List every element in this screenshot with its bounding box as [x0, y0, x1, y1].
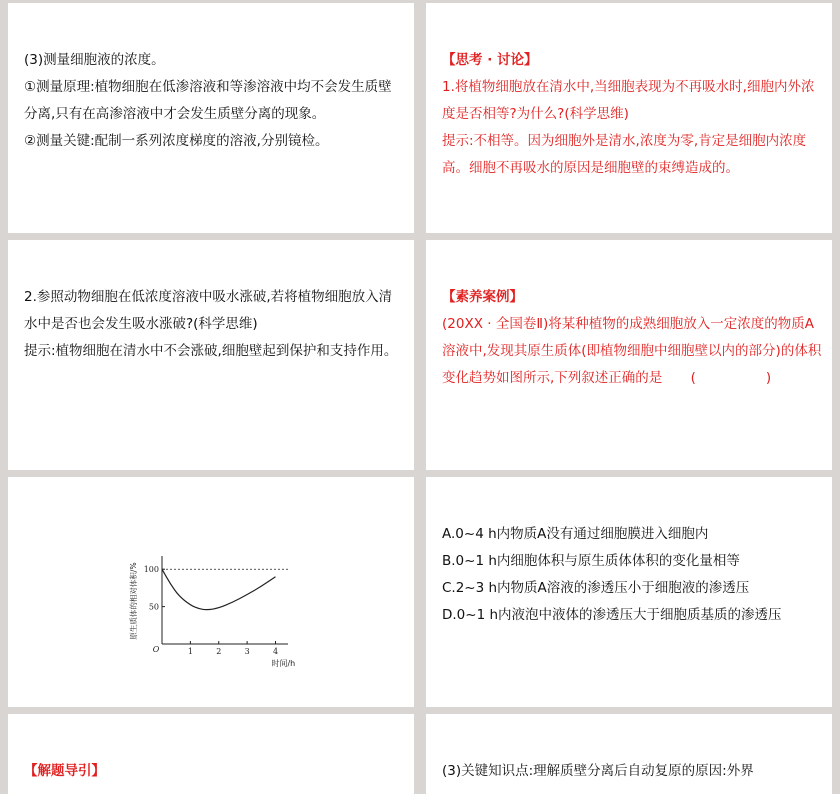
panel-case: [426, 240, 832, 470]
option-d: D.0~1 h内液泡中液体的渗透压大于细胞质基质的渗透压: [442, 607, 782, 623]
panel-question-2: [8, 240, 414, 470]
heading-case: 【素养案例】: [442, 289, 523, 305]
answer-bracket-open: (: [690, 370, 696, 386]
y-tick-label: 100: [143, 565, 159, 575]
x-tick-label: 4: [272, 647, 279, 656]
answer-2: 提示:植物细胞在清水中不会涨破,细胞壁起到保护和支持作用。: [24, 343, 398, 359]
x-tick-label: 1: [187, 647, 193, 656]
panel-graph: [8, 477, 414, 707]
line-key: ②测量关键:配制一系列浓度梯度的溶液,分别镜检。: [24, 133, 329, 149]
panel-think-discuss: [426, 3, 832, 233]
origin-label: O: [152, 645, 160, 654]
x-tick-label: 2: [216, 647, 222, 656]
option-b: B.0~1 h内细胞体积与原生质体体积的变化量相等: [442, 553, 740, 569]
y-axis-label: 原生质体的相对体积/%: [129, 562, 138, 640]
key-point-text: (3)关键知识点:理解质壁分离后自动复原的原因:外界: [442, 763, 754, 779]
answer-bracket-close: ): [765, 370, 772, 386]
panel-measure-concentration: [8, 3, 414, 233]
panel-key-point: [426, 714, 832, 794]
answer-1: 提示:不相等。因为细胞外是清水,浓度为零,肯定是细胞内浓度高。细胞不再吸水的原因是细胞壁的束缚造成的。: [442, 133, 807, 176]
line-subheading: (3)测量细胞液的浓度。: [24, 52, 165, 68]
option-a: A.0~4 h内物质A没有通过细胞膜进入细胞内: [442, 526, 709, 542]
question-2: 2.参照动物细胞在低浓度溶液中吸水涨破,若将植物细胞放入清水中是否也会发生吸水涨破?(科学思维): [24, 289, 393, 332]
series-line: [162, 569, 275, 609]
heading-think-discuss: 【思考 · 讨论】: [442, 52, 538, 68]
x-tick-label: 3: [244, 647, 250, 656]
panel-options: [426, 477, 832, 707]
heading-guide: 【解题导引】: [24, 763, 105, 779]
line-principle: ①测量原理:植物细胞在低渗溶液和等渗溶液中均不会发生质壁分离,只有在高渗溶液中才会发生质壁分离的现象。: [24, 79, 392, 122]
volume-line-chart: [118, 549, 308, 669]
panel-guide: [8, 714, 414, 794]
option-c: C.2~3 h内物质A溶液的渗透压小于细胞液的渗透压: [442, 580, 750, 596]
y-tick-label: 50: [148, 602, 159, 612]
x-axis-label: 时间/h: [271, 659, 296, 668]
question-1: 1.将植物细胞放在清水中,当细胞表现为不再吸水时,细胞内外浓度是否相等?为什么?(科学思维): [442, 79, 815, 122]
case-text: (20XX · 全国卷Ⅱ)将某种植物的成熟细胞放入一定浓度的物质A溶液中,发现其原生质体(即植物细胞中细胞壁以内的部分)的体积变化趋势如图所示,下列叙述正确的是: [442, 316, 822, 386]
